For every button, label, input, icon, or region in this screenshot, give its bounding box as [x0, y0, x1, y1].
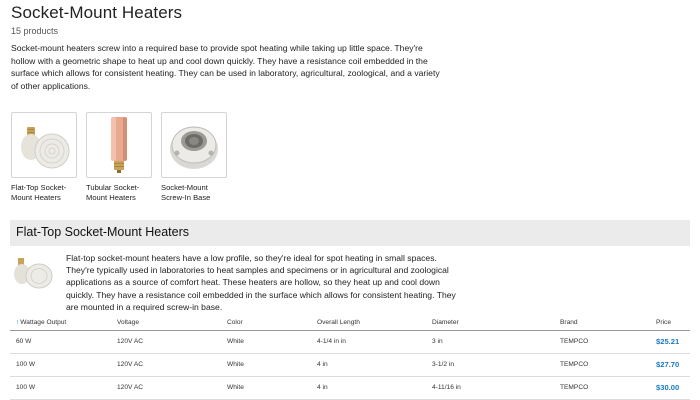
cell-length: 4 in — [311, 376, 426, 399]
cell-diameter: 3 in — [426, 330, 554, 353]
tubular-heater-image[interactable] — [86, 112, 152, 178]
cell-brand: TEMPCO — [554, 353, 650, 376]
price-link[interactable]: $30.00 — [650, 376, 690, 399]
cell-voltage: 120V AC — [111, 330, 221, 353]
flat-top-heater-image[interactable] — [11, 112, 77, 178]
column-header-price[interactable]: Price — [650, 316, 690, 330]
category-label[interactable]: Socket-Mount Screw-In Base — [161, 183, 211, 202]
category-card-tubular[interactable] — [86, 112, 152, 203]
cell-diameter: 3-1/2 in — [426, 353, 554, 376]
category-label[interactable]: Tubular Socket-Mount Heaters — [86, 183, 140, 202]
flat-top-heater-thumbnail — [12, 254, 56, 290]
column-header-diameter[interactable]: Diameter — [426, 316, 554, 330]
cell-wattage: 100 W — [10, 353, 111, 376]
sort-arrow-icon[interactable]: ↑ — [16, 319, 20, 327]
column-header-length[interactable]: Overall Length — [311, 316, 426, 330]
price-link[interactable]: $25.21 — [650, 330, 690, 353]
section-description: Flat-top socket-mount heaters have a low profile, so they're ideal for spot heating in small spaces. They're typically used in laboratories to heat samples and specimens or in agricultural and zoological applications as a source of comfort heat. These heaters are hollow, so they heat up and cool down quickly. They have a resistance coil embedded in the surface which allows for consistent heating. They are mounted in a required screw-in base. — [66, 253, 456, 312]
cell-wattage: 60 W — [10, 330, 111, 353]
cell-voltage: 120V AC — [111, 353, 221, 376]
table-row[interactable] — [10, 376, 690, 399]
category-description: Socket-mount heaters screw into a required base to provide spot heating while taking up little space. They're hollow with a geometric shape to heat up and cool down quickly. They have a resistance coil embedded in the surface which allows for consistent heating. They can be used in laboratory, agricultural, zoological, and a variety of other applications. — [11, 43, 440, 91]
cell-brand: TEMPCO — [554, 330, 650, 353]
cell-diameter: 4-11/16 in — [426, 376, 554, 399]
column-header-brand[interactable]: Brand — [554, 316, 650, 330]
cell-color: White — [221, 376, 311, 399]
column-header-wattage[interactable] — [10, 316, 111, 330]
table-header-row — [10, 316, 690, 330]
cell-length: 4-1/4 in in — [311, 330, 426, 353]
cell-length: 4 in — [311, 353, 426, 376]
header-label[interactable]: Wattage Output — [20, 319, 67, 327]
table-row[interactable] — [10, 353, 690, 376]
category-list — [11, 112, 227, 203]
category-card-screw-in-base[interactable] — [161, 112, 227, 203]
cell-color: White — [221, 353, 311, 376]
price-link[interactable]: $27.70 — [650, 353, 690, 376]
section-title: Flat-Top Socket-Mount Heaters — [16, 225, 189, 239]
category-card-flat-top[interactable] — [11, 112, 77, 203]
screw-in-base-image[interactable] — [161, 112, 227, 178]
product-table — [10, 316, 690, 400]
table-row[interactable] — [10, 330, 690, 353]
cell-wattage: 100 W — [10, 376, 111, 399]
cell-color: White — [221, 330, 311, 353]
product-count: 15 products — [11, 26, 59, 36]
cell-voltage: 120V AC — [111, 376, 221, 399]
cell-brand: TEMPCO — [554, 376, 650, 399]
column-header-voltage[interactable]: Voltage — [111, 316, 221, 330]
column-header-color[interactable]: Color — [221, 316, 311, 330]
page-title: Socket-Mount Heaters — [11, 3, 183, 22]
category-label[interactable]: Flat-Top Socket-Mount Heaters — [11, 183, 67, 202]
section-header — [10, 220, 690, 246]
